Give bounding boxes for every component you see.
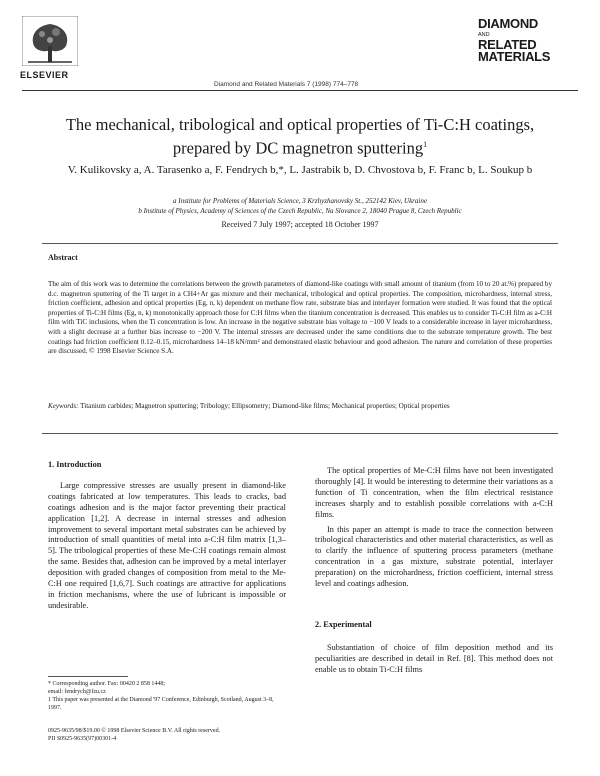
brand-line-4: MATERIALS (478, 49, 551, 64)
received-dates: Received 7 July 1997; accepted 18 October 1997 (221, 220, 379, 229)
brand-line-2: AND (478, 32, 490, 38)
journal-brand (478, 18, 578, 63)
title-line-2 (40, 135, 560, 159)
abstract-heading: Abstract (48, 253, 78, 262)
copyright-block (48, 727, 288, 743)
abstract-bottom-divider (42, 433, 558, 434)
right-paragraph-1: The optical properties of Me-C:H films have not been investigated thoroughly [4]. It would be interesting to determine their variations as a function of Ti concentration, when the film electrical resistance increases sharply and to establish possible correlations with a-C:H films. (315, 466, 553, 519)
title-line-1: The mechanical, tribological and optical properties of Ti-C:H coatings, (65, 115, 535, 134)
publisher-name: ELSEVIER (20, 70, 69, 80)
section-1-heading: 1. Introduction (48, 460, 102, 469)
abstract-text: The aim of this work was to determine the correlations between the growth parameters of diamond-like coatings with small amount of titanium (from 10 to 20 at.%) prepared by d.c. magnetron sputtering of the Ti target in a CH4+Ar gas mixture and their mechanical, tribological and optical properties. The composition, microhardness, internal stress, friction coefficient, adhesion and optical properties (Eg, n, k) dependent on methane flow rate, substrate bias and interlayer formation were studied. It was found that the optical properties of Ti-C:H films (Eg, n, k) monotonically approach those for C:H films when the titanium concentration is decreased. This enables us to consider Ti-C:H film as a-C:H film with TiC inclusions, when the Ti concentration is low. An increase in the negative substrate bias voltage to −100 V leads to a considerable increase in layer microhardness, with a slight decrease at a further bias increase to −200 V. The internal stresses are decreased under the same conditions due to the substrate temperature growth. The best coatings had friction coefficient 0.12–0.15, microhardness 14–18 kN/mm² and demonstrated elastic behaviour and good adhesion. The nature and correlation of these properties are discussed. © 1998 Elsevier Science S.A. (48, 280, 552, 356)
section-2-heading: 2. Experimental (315, 619, 372, 629)
copyright-line: 0925-9635/98/$19.00 © 1998 Elsevier Science B.V. All rights reserved. (48, 728, 221, 734)
section-1-paragraph-1: Large compressive stresses are usually present in diamond-like coatings fabricated at low temperatures. This leads to cracks, bad coatings adhesion and is the major factor preventing their practical application [1,2]. A decrease in internal stresses and adhesion improvement to several important metal substrates can be achieved by introduction of small quantities of metal into a-C:H film matrix [1,3–5]. The tribological properties of these Me-C:H coatings remain almost the same. Besides that, adhesion can be improved by a metal interlayer deposition with graded changes of composition from metal to the Me-C:H one required [1,6,7]. Such coatings are attractive for applications in friction mechanisms, where the use of lubricant is impossible or undesirable. (48, 480, 286, 610)
title-footnote-mark: 1 (423, 140, 428, 149)
footnote-conference: 1 This paper was presented at the Diamond '97 Conference, Edinburgh, Scotland, August 3–8, 1997. (48, 697, 274, 711)
brand-line-3: RELATED (478, 37, 537, 52)
abstract-top-divider (42, 243, 558, 244)
footnote-corresponding: * Corresponding author. Fax: 00420 2 858 1448; (48, 681, 165, 687)
section-2-paragraph-1: Substantiation of choice of film deposition method and its peculiarities are described in detail in Ref. [8]. This method does not enable us to obtain Ti-C:H films (315, 642, 553, 674)
left-column (48, 460, 286, 612)
header-divider (22, 90, 578, 91)
affiliations (30, 197, 570, 216)
author-list: V. Kulikovsky a, A. Tarasenko a, F. Fendrych b,*, L. Jastrabik b, D. Chvostova b, F. Franc b, L. Soukup b (67, 164, 533, 176)
keywords (48, 402, 552, 412)
keywords-label: Keywords: (48, 402, 79, 410)
brand-line-1: DIAMOND (478, 16, 539, 31)
paper-title (40, 115, 560, 159)
tree-logo-icon (22, 16, 78, 66)
right-paragraph-2: In this paper an attempt is made to trace the connection between tribological characteristics and other material characteristics, as well as to clarify the influence of sputtering process parameters (methane concentration in a gas mixture, substrate potential, interlayer preparation) on the microhardness, friction coefficient, internal stress level and coatings adhesion. (315, 524, 553, 589)
keywords-list: Titanium carbides; Magnetron sputtering; Tribology; Ellipsometry; Diamond-like films; Mechanical properties; Optical properties (80, 402, 450, 410)
affiliation-b: b Institute of Physics, Academy of Sciences of the Czech Republic, Na Slovance 2, 18040 Prague 8, Czech Republic (138, 206, 462, 215)
footnote-divider (48, 676, 128, 677)
footnote-email: email: fendrych@fzu.cz (48, 689, 106, 695)
pii-line: PII S0925-9635(97)00301-4 (48, 736, 117, 742)
journal-citation: Diamond and Related Materials 7 (1998) 774–778 (214, 81, 359, 88)
elsevier-logo (22, 16, 78, 78)
footnotes (48, 680, 288, 712)
title-line-2-text: prepared by DC magnetron sputtering (172, 138, 424, 158)
right-column (315, 466, 553, 676)
affiliation-a: a Institute for Problems of Materials Science, 3 Krzhyzhanovsky St., 252142 Kiev, Ukraine (173, 197, 427, 205)
